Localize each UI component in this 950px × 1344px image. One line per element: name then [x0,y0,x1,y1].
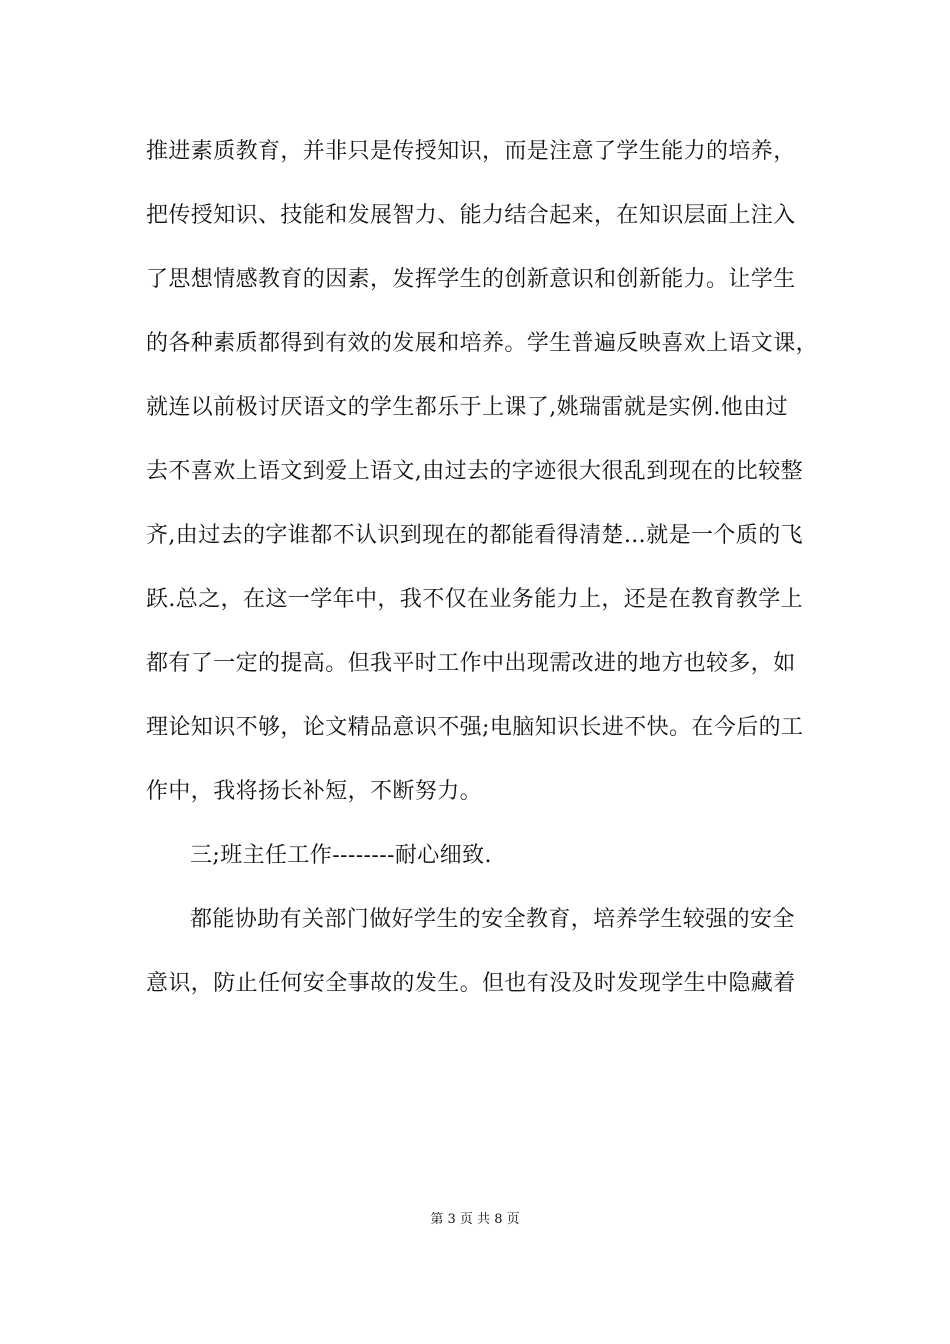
text-line: 跃.总之，在这一学年中，我不仅在业务能力上，还是在教育教学上 [146,587,803,612]
text-line: 推进素质教育，并非只是传授知识，而是注意了学生能力的培养， [146,139,796,164]
text-line: 齐,由过去的字谁都不认识到现在的都能看得清楚…就是一个质的飞 [146,523,803,548]
text-line: 就连以前极讨厌语文的学生都乐于上课了,姚瑞雷就是实例.他由过 [146,395,788,420]
text-line: 作中，我将扬长补短，不断努力。 [146,779,483,804]
text-line: 去不喜欢上语文到爱上语文,由过去的字迹很大很乱到现在的比较整 [146,459,803,484]
text-line: 都有了一定的提高。但我平时工作中出现需改进的地方也较多，如 [146,651,796,676]
document-body [146,130,826,1026]
text-line: 意识，防止任何安全事故的发生。但也有没及时发现学生中隐藏着 [146,971,796,996]
text-line: 了思想情感教育的因素，发挥学生的创新意识和创新能力。让学生 [146,267,796,292]
text-line: 把传授知识、技能和发展智力、能力结合起来，在知识层面上注入 [146,203,796,228]
page-number-footer: 第 3 页 共 8 页 [430,1212,520,1227]
section-heading: 三;班主任工作--------耐心细致. [190,843,492,868]
text-line: 的各种素质都得到有效的发展和培养。学生普遍反映喜欢上语文课， [146,331,819,356]
text-line: 理论知识不够，论文精品意识不强;电脑知识长进不快。在今后的工 [146,715,804,740]
text-line: 都能协助有关部门做好学生的安全教育，培养学生较强的安全 [190,907,795,932]
